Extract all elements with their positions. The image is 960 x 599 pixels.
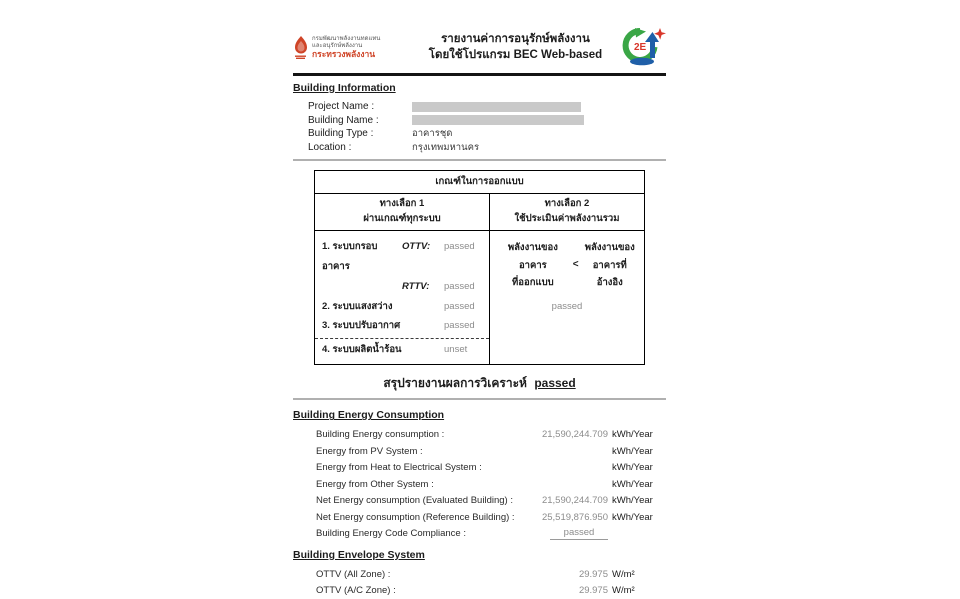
section-divider bbox=[293, 398, 666, 400]
flame-icon bbox=[293, 36, 308, 60]
energy-unit: kWh/Year bbox=[612, 445, 653, 457]
analysis-summary bbox=[293, 374, 666, 393]
envelope-system-row bbox=[322, 237, 484, 277]
ottv-ac-zone-value: 29.975 bbox=[578, 585, 608, 597]
option1-header bbox=[315, 194, 490, 230]
energy-unit: kWh/Year bbox=[612, 429, 653, 441]
lighting-system-row bbox=[322, 297, 484, 316]
energy-unit: kWh/Year bbox=[612, 478, 653, 490]
location-value: กรุงเทพมหานคร bbox=[412, 141, 480, 153]
rttv-label: RTTV: bbox=[402, 281, 430, 293]
building-name-redacted-value bbox=[412, 115, 584, 125]
option2-title: ทางเลือก 2 bbox=[544, 198, 590, 209]
ottv-label: OTTV: bbox=[402, 241, 431, 253]
option2-subtitle: ใช้ประเมินค่าพลังงานรวม bbox=[514, 212, 620, 224]
bec-2e-logo bbox=[620, 28, 666, 68]
option1-subtitle: ผ่านเกณฑ์ทุกระบบ bbox=[363, 212, 441, 224]
agency-logo-block bbox=[293, 36, 411, 60]
lighting-system-label: 2. ระบบแสงสว่าง bbox=[322, 301, 393, 313]
energy-row: Energy from Heat to Electrical System : kWh/Year bbox=[316, 459, 666, 476]
agency-line-1: กรมพัฒนาพลังงานทดแทน bbox=[312, 36, 381, 43]
ottv-all-zone-unit: W/m² bbox=[612, 568, 635, 580]
option2-results-cell bbox=[490, 231, 644, 364]
hot-water-status: unset bbox=[444, 344, 468, 356]
project-name-redacted-value bbox=[412, 102, 581, 112]
svg-text:2E: 2E bbox=[634, 42, 647, 53]
energy-unit: kWh/Year bbox=[612, 495, 653, 507]
report-page bbox=[293, 0, 666, 599]
rttv-status: passed bbox=[444, 281, 475, 293]
aircon-system-label: 3. ระบบปรับอากาศ bbox=[322, 320, 401, 332]
ottv-status: passed bbox=[444, 241, 475, 253]
report-title-line1: รายงานค่าการอนุรักษ์พลังงาน bbox=[441, 33, 590, 46]
summary-result: passed bbox=[534, 376, 576, 391]
building-name-label: Building Name : bbox=[308, 114, 379, 126]
ottv-ac-zone-unit: W/m² bbox=[612, 585, 635, 597]
criteria-table-subheader bbox=[315, 194, 644, 231]
energy-row: Energy from Other System : kWh/Year bbox=[316, 476, 666, 493]
ottv-ac-zone-row: OTTV (A/C Zone) : 29.975 W/m² bbox=[316, 582, 666, 599]
hot-water-system-row bbox=[322, 340, 484, 359]
building-type-row bbox=[308, 127, 666, 141]
building-information-heading: Building Information bbox=[293, 82, 396, 94]
ottv-all-zone-value: 29.975 bbox=[578, 568, 608, 580]
option2-status: passed bbox=[551, 300, 583, 312]
option1-title: ทางเลือก 1 bbox=[379, 198, 425, 209]
compliance-row: Building Energy Code Compliance : passed bbox=[316, 525, 666, 542]
designed-building-energy: พลังงานของอาคาร ที่ออกแบบ bbox=[507, 242, 558, 288]
option1-results-cell bbox=[315, 231, 490, 364]
report-title bbox=[429, 32, 602, 63]
energy-row: Energy from PV System : kWh/Year bbox=[316, 443, 666, 460]
project-name-row bbox=[308, 100, 666, 114]
location-label: Location : bbox=[308, 141, 352, 153]
criteria-table-body bbox=[315, 231, 644, 364]
envelope-rows bbox=[316, 566, 666, 599]
lighting-status: passed bbox=[444, 301, 475, 313]
energy-consumption-rows bbox=[316, 426, 666, 542]
agency-line-2: และอนุรักษ์พลังงาน bbox=[312, 43, 363, 50]
section-divider bbox=[293, 159, 666, 161]
option2-header bbox=[490, 194, 644, 230]
reference-building-energy: พลังงานของ อาคารที่อ้างอิง bbox=[584, 242, 635, 288]
energy-value: 21,590,244.709 bbox=[541, 495, 608, 507]
less-than-operator: < bbox=[572, 259, 579, 271]
agency-ministry: กระทรวงพลังงาน bbox=[312, 49, 376, 59]
energy-row: Building Energy consumption : 21,590,244.709 kWh/Year bbox=[316, 426, 666, 443]
ottv-all-zone-row: OTTV (All Zone) : 29.975 W/m² bbox=[316, 566, 666, 583]
energy-consumption-heading: Building Energy Consumption bbox=[293, 409, 445, 422]
energy-row: Net Energy consumption (Evaluated Building) : 21,590,244.709 kWh/Year bbox=[316, 492, 666, 509]
hot-water-system-label: 4. ระบบผลิตน้ำร้อน bbox=[322, 344, 402, 356]
dashed-separator bbox=[315, 338, 489, 339]
energy-value: 25,519,876.950 bbox=[541, 511, 608, 523]
location-row bbox=[308, 141, 666, 155]
aircon-status: passed bbox=[444, 320, 475, 332]
aircon-system-row bbox=[322, 316, 484, 335]
building-type-value: อาคารชุด bbox=[412, 128, 453, 140]
report-header bbox=[293, 28, 666, 76]
envelope-system-label: 1. ระบบกรอบอาคาร bbox=[322, 241, 378, 273]
energy-row: Net Energy consumption (Reference Building) : 25,519,876.950 kWh/Year bbox=[316, 509, 666, 526]
report-title-line2: โดยใช้โปรแกรม BEC Web-based bbox=[428, 49, 603, 61]
building-type-label: Building Type : bbox=[308, 128, 374, 140]
compliance-status: passed bbox=[550, 527, 608, 540]
energy-unit: kWh/Year bbox=[612, 462, 653, 474]
energy-value: 21,590,244.709 bbox=[541, 429, 608, 441]
project-name-label: Project Name : bbox=[308, 101, 375, 113]
agency-name bbox=[312, 36, 380, 60]
energy-comparison bbox=[495, 239, 639, 290]
envelope-system-heading: Building Envelope System bbox=[293, 548, 425, 561]
design-criteria-table bbox=[314, 170, 645, 365]
criteria-table-title: เกณฑ์ในการออกแบบ bbox=[315, 171, 644, 194]
rttv-row bbox=[322, 277, 484, 297]
building-name-row bbox=[308, 114, 666, 128]
2e-logo-icon bbox=[622, 28, 666, 68]
building-information-rows bbox=[308, 100, 666, 154]
energy-unit: kWh/Year bbox=[612, 511, 653, 523]
summary-label: สรุปรายงานผลการวิเคราะห์ bbox=[383, 376, 527, 391]
